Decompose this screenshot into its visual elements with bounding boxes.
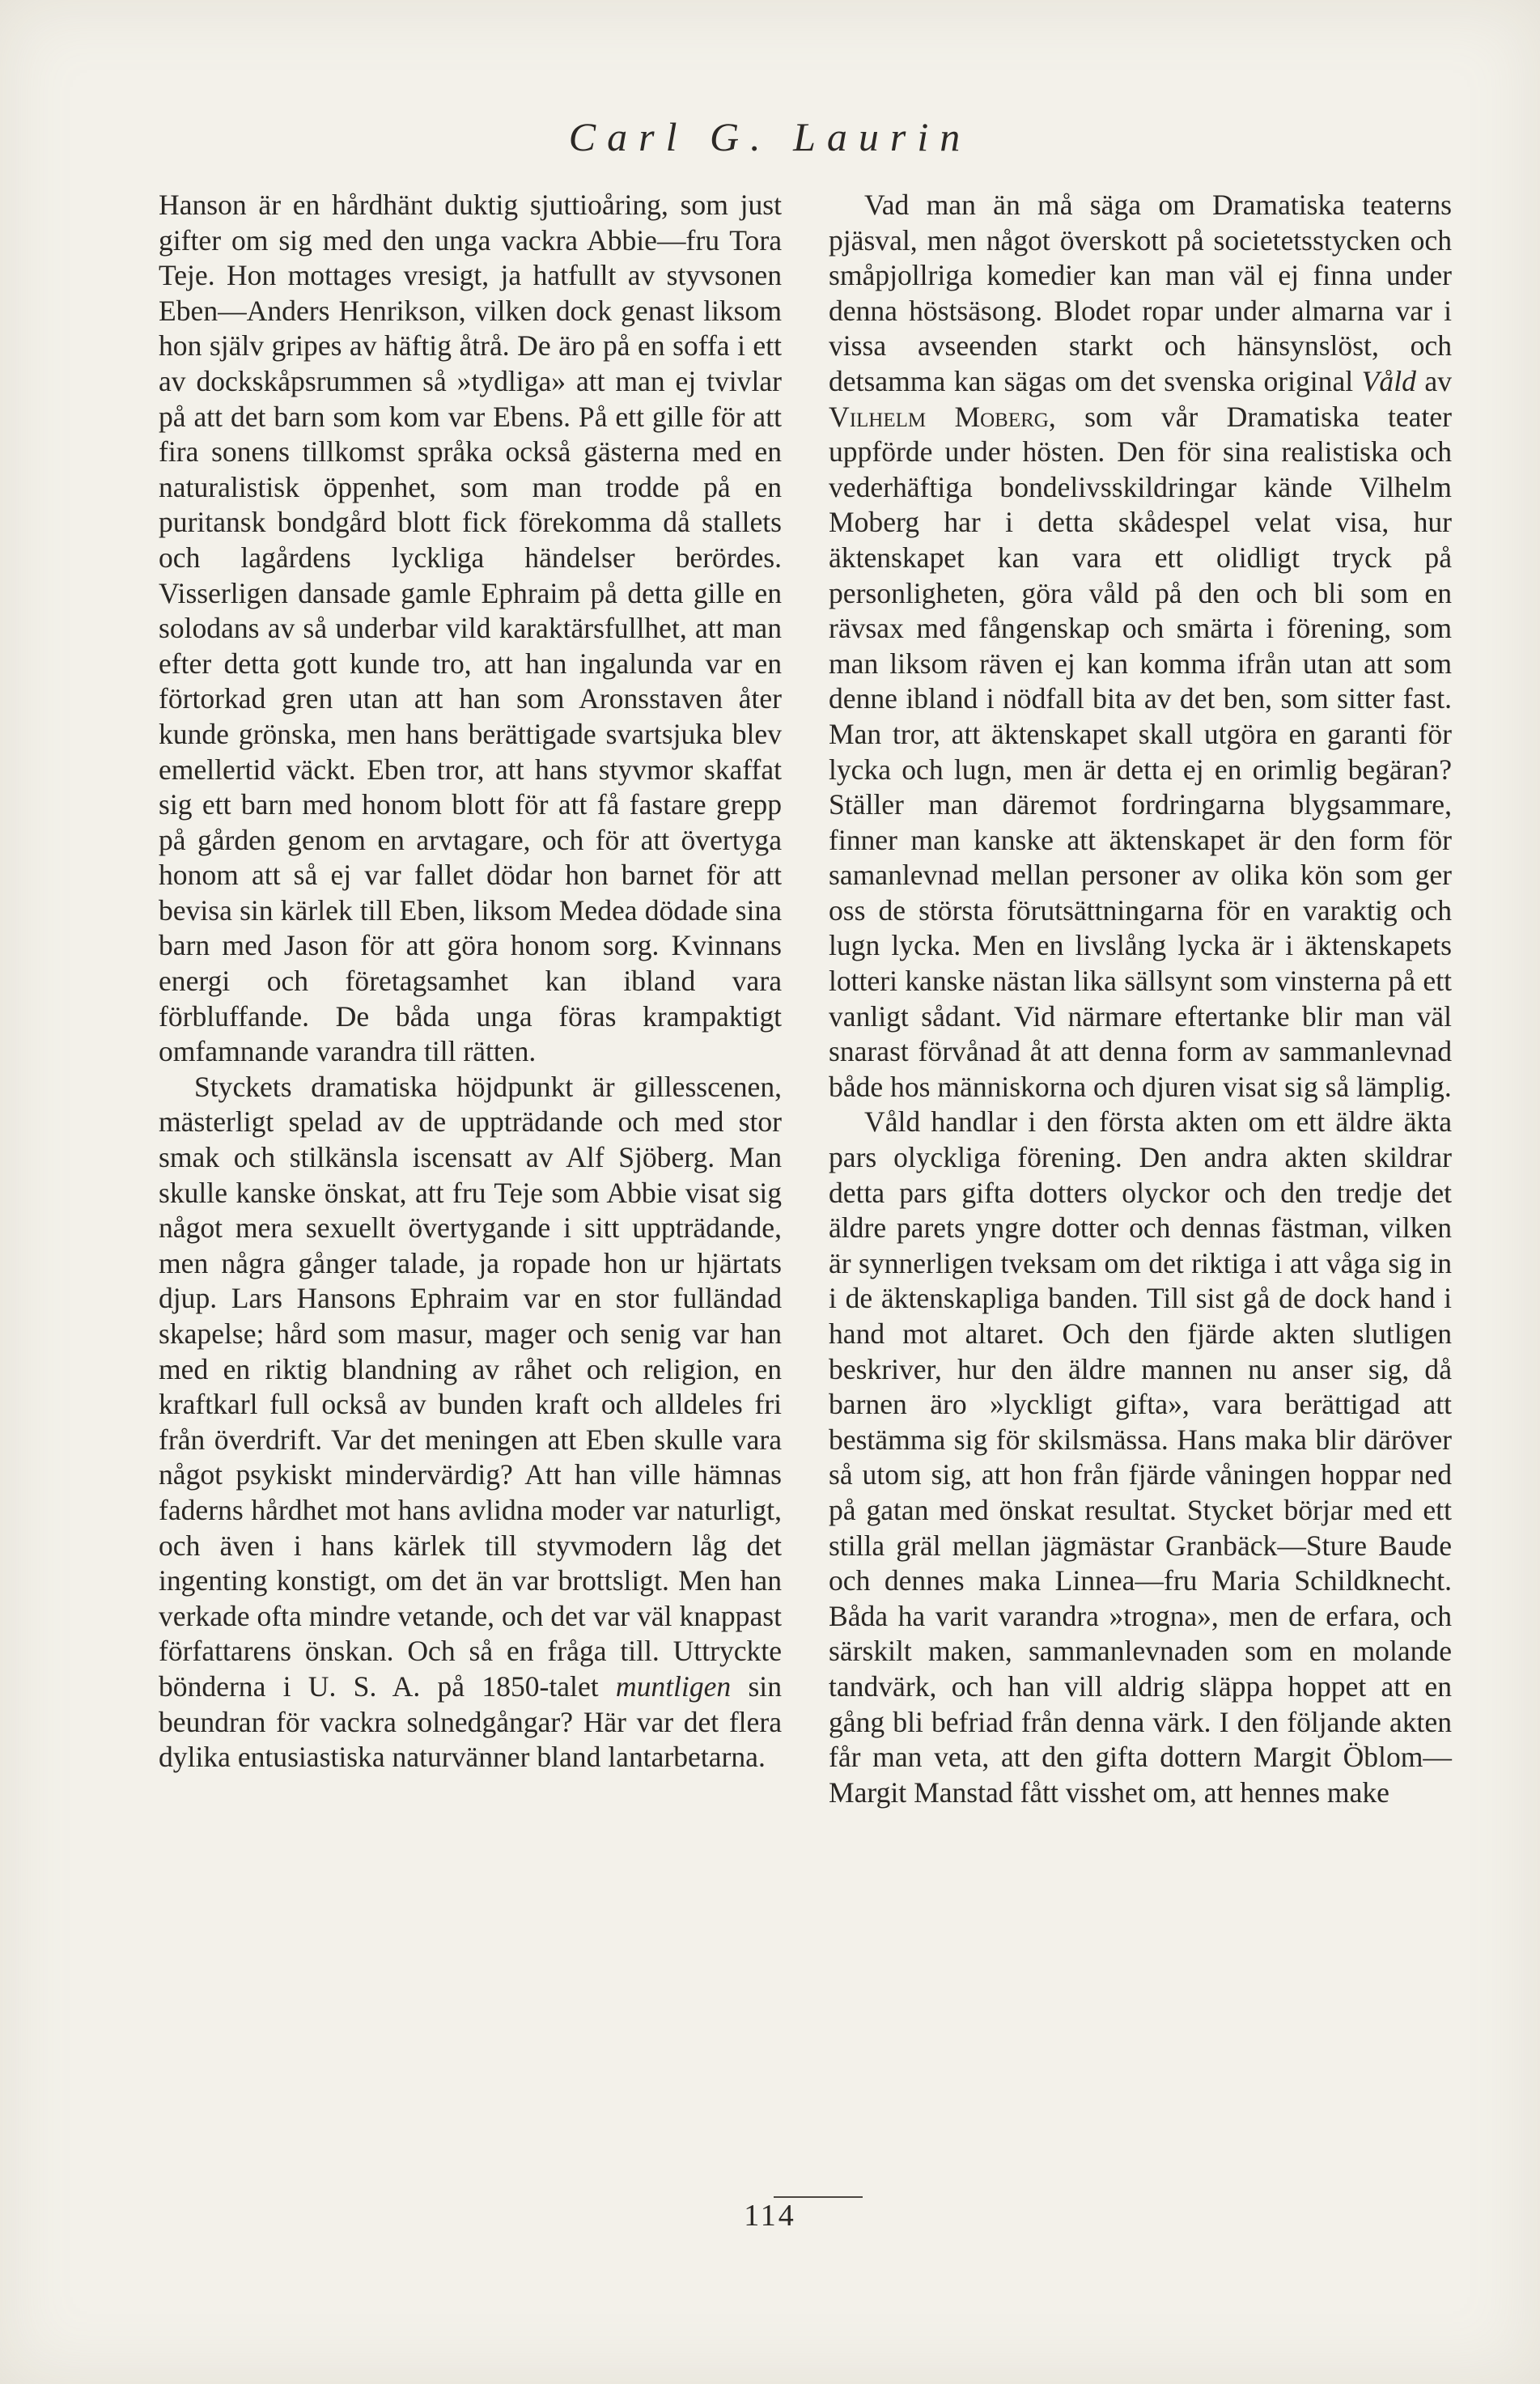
left-paragraph-1: Hanson är en hårdhänt duktig sjuttioåring, som just gifter om sig med den unga vackra Abbie—fru Tora Teje. Hon mottages vresigt, ja hatfullt av styvsonen Eben—Anders Henrikson, vilken dock genast liksom hon själv gripes av häftig åtrå. De äro på en soffa i ett av dockskåpsrummen så »tydliga» att man ej tvivlar på att det barn som kom var Ebens. På ett gille för att fira sonens tillkomst språka också gästerna med en naturalistisk öppenhet, som man trodde på en puritansk bondgård blott fick förekomma då stallets och lagårdens lyckliga händelser berördes. Visserligen dansade gamle Ephraim på detta gille en solodans av så underbar vild karaktärsfullhet, att man efter detta gott kunde tro, att han ingalunda var en förtorkad gren utan att han som Aronsstaven åter kunde grönska, men hans berättigade svartsjuka blev emellertid väckt. Eben tror, att hans styvmor skaffat sig ett barn med honom blott för att få fastare grepp på gården genom en arvtagare, och för att övertyga honom att så ej var fallet dödar hon barnet för att bevisa sin kärlek till Eben, liksom Medea dödade sina barn med Jason för att göra honom sorg. Kvinnans energi och företagsamhet kan ibland vara förbluffande. De båda unga föras krampaktigt omfamnande varandra till rätten. — [159, 189, 782, 1068]
running-header: Carl G. Laurin — [568, 114, 972, 159]
right-paragraph-1-text-b: av — [1415, 364, 1452, 397]
play-title: Våld — [1361, 364, 1416, 397]
left-paragraph-2-text-a: Styckets dramatiska höjdpunkt är gillesscenen, mästerligt spelad av de uppträdande och med stor smak och stilkänsla iscensatt av Alf Sjöberg. Man skulle kanske önskat, att fru Teje som Abbie visat sig något mera sexuellt övertygande i sitt uppträdande, men några gånger talade, ja ropade hon ur hjärtats djup. Lars Hansons Ephraim var en stor fulländad skapelse; hård som masur, mager och senig var han med en riktig blandning av råhet och religion, en kraftkarl full också av bunden kraft och alldeles fri från överdrift. Var det meningen att Eben skulle vara något psykiskt mindervärdig? Att han ville hämnas faderns hårdhet mot hans avlidna moder var naturligt, och även i hans kärlek till styvmodern låg det ingenting konstigt, om det än var brottsligt. Men han verkade ofta mindre vetande, och det var väl knappast författarens önskan. Och så en fråga till. Uttryckte bönderna i U. S. A. på 1850-talet — [159, 1070, 782, 1703]
right-paragraph-1-text-c: , som vår Dramatiska teater uppförde under hösten. Den för sina realistiska och vederhäftiga bondelivsskildringar kände Vilhelm Moberg har i detta skådespel velat visa, hur äktenskapet kan vara ett olidligt tryck på personligheten, göra våld på den och bli som en rävsax med fångenskap och smärta i förening, som man liksom räven ej kan komma ifrån utan att som denne ibland i nödfall bita av det ben, som sitter fast. Man tror, att äktenskapet skall utgöra en garanti för lycka och lugn, men är detta ej en orimlig begäran? Ställer man däremot fordringarna blygsammare, finner man kanske att äktenskapet är den form för samanlevnad mellan personer av olika kön som ger oss de största förutsättningarna för en varaktig och lugn lycka. Men en livslång lycka är i äktenskapets lotteri kanske nästan lika sällsynt som vinsterna på ett vanligt sådant. Vid närmare eftertanke blir man väl snarast förvånad åt att denna form av sammanlevnad både hos människorna och djuren visat sig så lämplig. — [829, 400, 1452, 1103]
page-number: 114 — [744, 2199, 796, 2233]
right-paragraph-2: Våld handlar i den första akten om ett äldre äkta pars olyckliga förening. Den andra akten skildrar detta pars gifta dotters olyckor och den tredje det äldre parets yngre dotter och dennas fästman, vilken är synnerligen tveksam om det riktiga i att våga sig in i de äktenskapliga banden. Till sist gå de dock hand i hand mot altaret. Och den fjärde akten slutligen beskriver, hur den äldre mannen nu anser sig, då barnen äro »lyckligt gifta», vara berättigad att bestämma sig för skilsmässa. Hans maka blir däröver så utom sig, att hon från fjärde våningen hoppar ned på gatan med önskat resultat. Stycket börjar med ett stilla gräl mellan jägmästar Granbäck—Sture Baude och dennes maka Linnea—fru Maria Schildknecht. Båda ha varit varandra »trogna», men de erfara, och särskilt maken, sammanlevnaden som en molande tandvärk, och han vill aldrig släppa hoppet att en gång bli befriad från denna värk. I den följande akten får man veta, att den gifta dottern Margit Öblom—Margit Manstad fått visshet om, att hennes make — [829, 1105, 1452, 1809]
right-paragraph-1 — [829, 188, 1452, 1105]
right-column — [829, 188, 1452, 1810]
right-paragraph-1-text-a: Vad man än må säga om Dramatiska teaterns pjäsval, men något överskott på societetsstycken och småpjollriga komedier kan man väl ej finna under denna höstsäsong. Blodet ropar under almarna var i vissa avseenden starkt och hänsynslöst, och detsamma kan sägas om det svenska original — [829, 189, 1452, 397]
author-name: Vilhelm Moberg — [829, 400, 1049, 433]
left-paragraph-2 — [159, 1070, 782, 1775]
left-paragraph-2-italic-word: muntligen — [615, 1669, 732, 1703]
left-column — [159, 188, 782, 1775]
left-paragraph-2-text-b: sin beundran för vackra solnedgångar? Här var det flera dylika entusiastiska naturvänner bland lantarbetarna. — [159, 1669, 782, 1774]
